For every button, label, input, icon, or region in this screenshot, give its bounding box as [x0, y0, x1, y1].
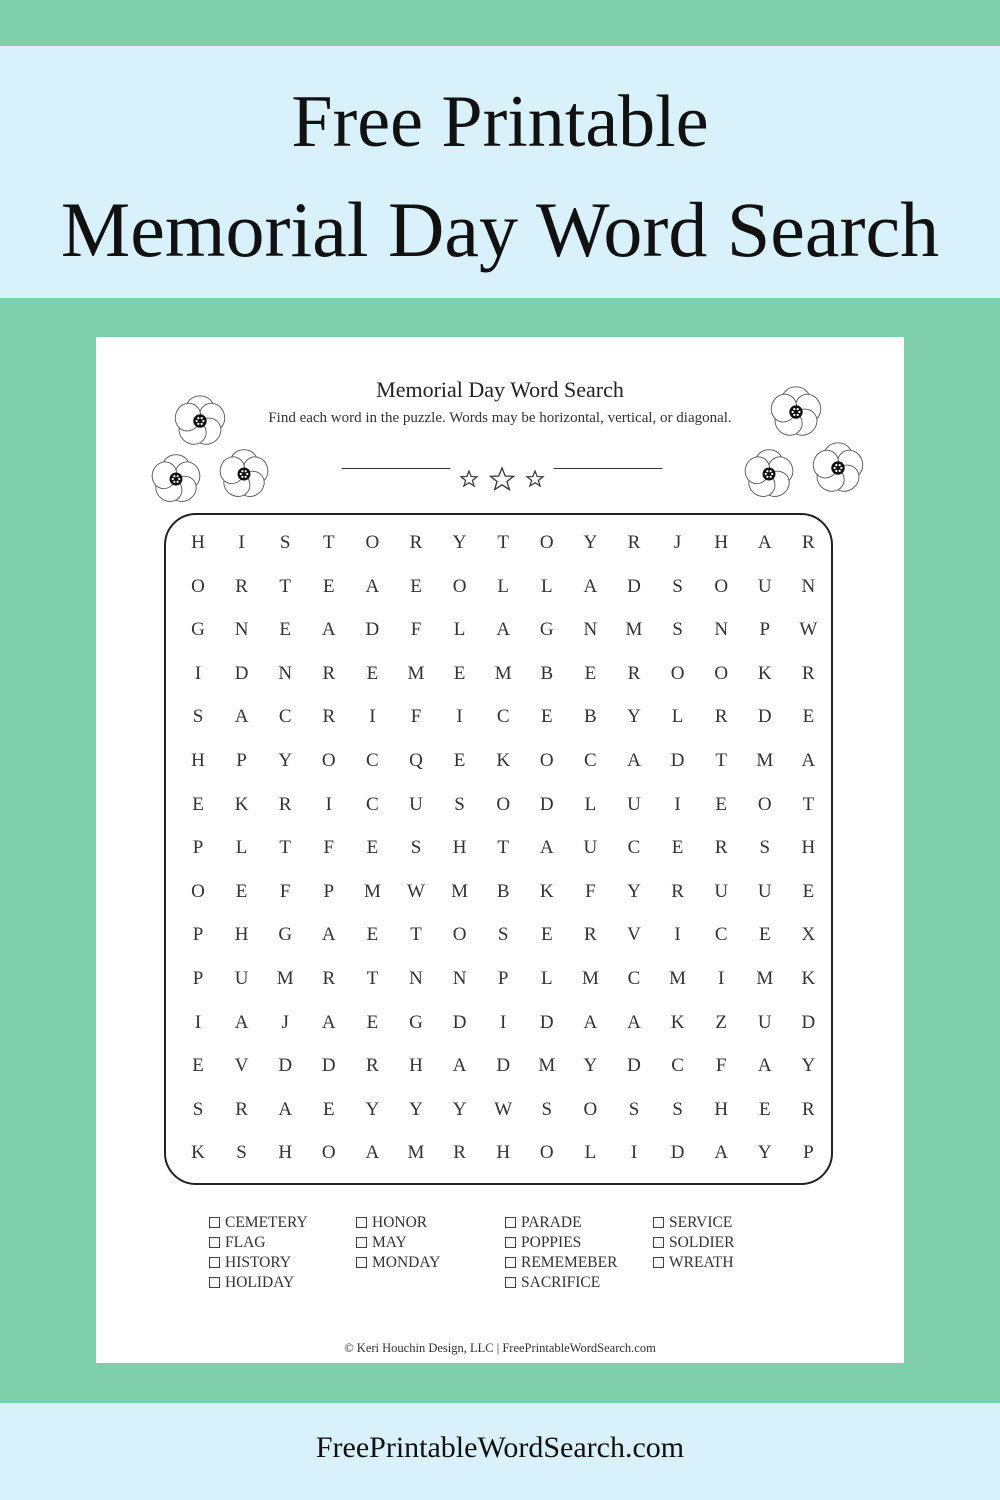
grid-letter: Y	[801, 1055, 816, 1077]
grid-letter: Y	[365, 1098, 380, 1120]
grid-letter: R	[627, 662, 641, 684]
word-list-item	[209, 1213, 308, 1233]
grid-letter: D	[670, 750, 685, 771]
grid-letter: N	[801, 575, 816, 597]
grid-letter: P	[497, 968, 509, 989]
grid-letter: P	[759, 619, 771, 641]
grid-letter: I	[718, 968, 725, 989]
grid-letter: S	[759, 837, 771, 859]
grid-letter: D	[539, 1011, 554, 1033]
grid-letter: Z	[715, 1011, 727, 1033]
star-icon	[491, 468, 514, 490]
grid-letter: D	[757, 706, 772, 728]
word-list-item	[209, 1233, 308, 1253]
grid-letter: D	[627, 575, 641, 597]
word-list-item	[356, 1253, 440, 1273]
grid-letter: O	[714, 662, 729, 684]
checkbox-icon[interactable]	[505, 1277, 516, 1288]
grid-letter: V	[234, 1055, 249, 1077]
grid-letter: E	[584, 662, 597, 684]
banner-title-line2: Memorial Day Word Search	[60, 186, 940, 273]
grid-letter: H	[496, 1142, 511, 1164]
checkbox-icon[interactable]	[505, 1237, 516, 1248]
word-label: POPPIES	[521, 1234, 582, 1251]
grid-letter: L	[540, 968, 553, 989]
grid-letter: R	[453, 1142, 466, 1164]
checkbox-icon[interactable]	[356, 1237, 367, 1248]
grid-letter: G	[278, 924, 293, 946]
grid-letter: S	[236, 1142, 247, 1164]
grid-letter: M	[581, 968, 599, 989]
grid-letter: A	[321, 619, 336, 641]
grid-letter: R	[322, 662, 336, 684]
grid-letter: G	[539, 619, 554, 641]
grid-letter: Y	[757, 1142, 772, 1164]
grid-letter: Y	[452, 532, 467, 553]
grid-letter: M	[276, 968, 294, 989]
grid-letter: O	[670, 662, 685, 684]
site-url: FreePrintableWordSearch.com	[315, 1431, 685, 1464]
grid-letter: O	[714, 575, 729, 597]
grid-letter: R	[235, 575, 248, 597]
word-list-item	[505, 1253, 617, 1273]
grid-letter: M	[407, 1142, 425, 1164]
grid-letter: F	[279, 880, 291, 902]
grid-letter: M	[363, 880, 381, 902]
grid-letter: A	[714, 1142, 729, 1164]
grid-letter: E	[540, 706, 553, 728]
grid-letter: M	[756, 968, 774, 989]
grid-letter: L	[584, 1142, 597, 1164]
poppy-icon	[213, 443, 275, 505]
grid-letter: H	[191, 532, 205, 553]
grid-letter: B	[540, 662, 554, 684]
grid-letter: U	[234, 968, 249, 989]
grid-letter: E	[366, 1011, 379, 1033]
word-list-item	[209, 1273, 308, 1293]
grid-letter: U	[583, 837, 598, 859]
word-list-column	[209, 1213, 308, 1293]
grid-letter: A	[365, 575, 380, 597]
word-list-item	[653, 1213, 734, 1233]
grid-letter: K	[191, 1142, 205, 1164]
grid-letter: M	[538, 1055, 556, 1077]
grid-letter: G	[409, 1011, 423, 1033]
grid-letter: S	[628, 1098, 640, 1120]
grid-letter: R	[366, 1055, 379, 1077]
grid-letter: T	[322, 532, 335, 553]
grid-letter: H	[191, 750, 205, 771]
grid-letter: O	[365, 532, 380, 553]
grid-letter: E	[453, 750, 466, 771]
grid-letter: D	[670, 1142, 685, 1164]
grid-letter: H	[714, 1098, 729, 1120]
grid-letter: L	[540, 575, 553, 597]
word-search-grid	[164, 513, 833, 1185]
grid-letter: F	[715, 1055, 727, 1077]
grid-letter: Y	[627, 880, 641, 902]
grid-letter: D	[801, 1011, 816, 1033]
worksheet-title: Memorial Day Word Search	[376, 377, 624, 402]
word-label: SERVICE	[669, 1214, 733, 1231]
grid-letter: P	[192, 837, 204, 859]
grid-letter: E	[758, 1098, 771, 1120]
grid-letter: P	[323, 880, 335, 902]
grid-letter: A	[583, 1011, 598, 1033]
checkbox-icon[interactable]	[356, 1257, 367, 1268]
grid-letter: P	[236, 750, 247, 771]
grid-letter: L	[235, 837, 248, 859]
grid-letter: M	[407, 662, 425, 684]
grid-letter: C	[714, 924, 728, 946]
grid-letter: A	[627, 750, 641, 771]
grid-letter: B	[584, 706, 597, 728]
grid-letter: E	[322, 1098, 335, 1120]
grid-letter: W	[799, 619, 818, 641]
grid-letter: R	[802, 532, 815, 553]
grid-letter: T	[410, 924, 422, 946]
grid-letter: H	[409, 1055, 423, 1077]
grid-letter: E	[802, 706, 815, 728]
grid-letter: A	[452, 1055, 467, 1077]
grid-letter: U	[627, 793, 641, 815]
grid-letter: L	[497, 575, 509, 597]
checkbox-icon[interactable]	[356, 1217, 367, 1228]
divider-left	[342, 468, 450, 469]
grid-letter: A	[757, 532, 772, 553]
banner-title-line1: Free Printable	[291, 81, 709, 163]
grid-letter: F	[410, 706, 422, 728]
word-label: HISTORY	[225, 1254, 292, 1271]
grid-letter: W	[407, 880, 425, 902]
grid-letter: Y	[627, 706, 641, 728]
grid-letter: P	[803, 1142, 814, 1164]
grid-letter: D	[496, 1055, 511, 1077]
grid-letter: Y	[409, 1098, 423, 1120]
grid-letter: E	[540, 924, 553, 946]
grid-letter: E	[279, 619, 291, 641]
star-icon	[461, 471, 477, 486]
grid-letter: W	[494, 1098, 513, 1120]
poppy-icon	[738, 443, 800, 505]
checkbox-icon[interactable]	[653, 1257, 664, 1268]
grid-letter: X	[801, 924, 816, 946]
grid-letter: C	[627, 968, 641, 989]
poppy-icon	[806, 436, 870, 500]
checkbox-icon[interactable]	[505, 1217, 516, 1228]
grid-letter: E	[410, 575, 422, 597]
stars-ornament	[456, 467, 548, 493]
grid-letter: O	[191, 575, 205, 597]
star-icon	[527, 471, 543, 486]
worksheet-instructions: Find each word in the puzzle. Words may be horizontal, vertical, or diagonal.	[268, 410, 732, 426]
grid-letter: B	[496, 880, 510, 902]
grid-letter: H	[278, 1142, 293, 1164]
grid-letter: R	[627, 532, 641, 553]
grid-letter: R	[322, 706, 336, 728]
grid-letter: N	[583, 619, 598, 641]
grid-letter: E	[192, 1055, 204, 1077]
grid-letter: S	[454, 793, 465, 815]
grid-letter: U	[757, 575, 772, 597]
grid-letter: A	[627, 1011, 641, 1033]
grid-letter: U	[757, 1011, 772, 1033]
grid-letter: T	[802, 793, 815, 815]
grid-letter: R	[802, 1098, 815, 1120]
checkbox-icon[interactable]	[209, 1257, 220, 1268]
grid-letter: L	[584, 793, 597, 815]
grid-letter: R	[714, 706, 728, 728]
grid-letter: A	[583, 575, 598, 597]
word-label: MAY	[372, 1234, 407, 1251]
word-list	[209, 1213, 809, 1303]
grid-letter: C	[366, 793, 379, 815]
word-list-item	[653, 1233, 734, 1253]
grid-letter: D	[278, 1055, 293, 1077]
word-list-item	[505, 1213, 617, 1233]
word-list-item	[356, 1213, 440, 1233]
grid-letter: E	[366, 924, 379, 946]
grid-letter: K	[539, 880, 554, 902]
word-list-item	[505, 1273, 617, 1293]
word-label: HOLIDAY	[225, 1274, 295, 1291]
grid-letter: F	[323, 837, 335, 859]
word-label: HONOR	[372, 1214, 428, 1231]
checkbox-icon[interactable]	[209, 1217, 220, 1228]
grid-letter: O	[321, 750, 336, 771]
grid-letter: A	[278, 1098, 293, 1120]
grid-letter: R	[584, 924, 597, 946]
grid-letter: T	[279, 575, 291, 597]
grid-letter: E	[366, 662, 379, 684]
worksheet	[96, 337, 904, 1363]
grid-letter: P	[192, 924, 204, 946]
poppy-icon	[764, 380, 828, 444]
grid-letter: O	[757, 793, 772, 815]
grid-letter: E	[322, 575, 335, 597]
grid-letter: Q	[409, 750, 423, 771]
word-label: FLAG	[225, 1234, 266, 1251]
copyright-notice: © Keri Houchin Design, LLC | FreePrintableWordSearch.com	[344, 1341, 656, 1355]
grid-letter: I	[194, 662, 202, 684]
grid-letter: M	[756, 750, 774, 771]
grid-letter: D	[321, 1055, 336, 1077]
grid-letter: E	[671, 837, 684, 859]
grid-letter: C	[584, 750, 597, 771]
grid-letter: S	[672, 1098, 683, 1120]
word-list-item	[356, 1233, 440, 1253]
grid-letter: P	[192, 968, 204, 989]
checkbox-icon[interactable]	[209, 1277, 220, 1288]
grid-letter: A	[539, 837, 554, 859]
grid-letter: I	[674, 924, 681, 946]
grid-letter: A	[234, 706, 249, 728]
grid-letter: J	[673, 532, 682, 553]
grid-letter: L	[671, 706, 684, 728]
grid-letter: U	[757, 880, 772, 902]
grid-letter: K	[234, 793, 249, 815]
grid-letter: O	[539, 532, 554, 553]
grid-letter: I	[369, 706, 376, 728]
grid-letter: I	[456, 706, 463, 728]
grid-letter: K	[757, 662, 772, 684]
grid-letter: N	[452, 968, 467, 989]
grid-letter: O	[452, 924, 467, 946]
grid-letter: L	[453, 619, 466, 641]
grid-letter: R	[322, 968, 336, 989]
grid-letter: F	[585, 880, 596, 902]
grid-letter: O	[496, 793, 511, 815]
grid-letter: T	[497, 532, 509, 553]
grid-letter: E	[192, 793, 204, 815]
grid-letter: T	[715, 750, 727, 771]
grid-letter: R	[714, 837, 728, 859]
grid-letter: R	[802, 662, 815, 684]
grid-letter: S	[541, 1098, 553, 1120]
grid-letter: A	[321, 924, 336, 946]
grid-letter: I	[194, 1011, 202, 1033]
word-list-item	[653, 1253, 734, 1273]
word-label: MONDAY	[372, 1254, 441, 1271]
grid-letter: Y	[583, 532, 598, 553]
grid-letter: Y	[278, 750, 293, 771]
grid-letter: N	[278, 662, 293, 684]
grid-letter: A	[496, 619, 511, 641]
grid-letter: A	[234, 1011, 249, 1033]
grid-letter: C	[278, 706, 292, 728]
grid-letter: K	[801, 968, 816, 989]
grid-letter: I	[500, 1011, 507, 1033]
grid-letter: I	[674, 793, 681, 815]
grid-letter: O	[539, 1142, 554, 1164]
grid-letter: C	[496, 706, 510, 728]
grid-letter: M	[494, 662, 512, 684]
grid-letter: T	[366, 968, 379, 989]
grid-letter: M	[625, 619, 643, 641]
grid-letter: R	[278, 793, 292, 815]
grid-letter: E	[235, 880, 248, 902]
grid-letter: O	[191, 880, 205, 902]
word-list-item	[505, 1233, 617, 1253]
grid-letter: E	[453, 662, 466, 684]
grid-letter: S	[192, 706, 204, 728]
grid-letter: S	[192, 1098, 204, 1120]
bottom-banner	[0, 1403, 1000, 1500]
grid-letter: M	[451, 880, 469, 902]
grid-letter: D	[539, 793, 554, 815]
word-label: PARADE	[521, 1214, 582, 1231]
word-label: SOLDIER	[669, 1234, 735, 1251]
checkbox-icon[interactable]	[653, 1237, 664, 1248]
grid-letter: A	[321, 1011, 336, 1033]
grid-letter: N	[234, 619, 249, 641]
grid-letter: E	[715, 793, 727, 815]
word-label: WREATH	[669, 1254, 734, 1271]
checkbox-icon[interactable]	[505, 1257, 516, 1268]
grid-letter: S	[497, 924, 509, 946]
word-list-column	[653, 1213, 734, 1273]
grid-letter: R	[671, 880, 684, 902]
checkbox-icon[interactable]	[209, 1237, 220, 1248]
grid-letter: S	[672, 575, 683, 597]
word-list-column	[356, 1213, 440, 1273]
grid-letter: K	[670, 1011, 685, 1033]
word-label: REMEMEBER	[521, 1254, 618, 1271]
grid-letter: D	[452, 1011, 467, 1033]
grid-letter: U	[409, 793, 423, 815]
grid-letter: C	[366, 750, 379, 771]
grid-letter: O	[539, 750, 554, 771]
checkbox-icon[interactable]	[653, 1217, 664, 1228]
grid-letter: R	[235, 1098, 248, 1120]
grid-letter: I	[238, 532, 245, 553]
top-banner	[0, 46, 1000, 298]
grid-letter: E	[758, 924, 771, 946]
grid-letter: I	[325, 793, 332, 815]
grid-letter: O	[321, 1142, 336, 1164]
grid-letter: I	[630, 1142, 638, 1164]
word-label: SACRIFICE	[521, 1274, 601, 1291]
grid-letter: G	[191, 619, 205, 641]
grid-letter: E	[802, 880, 815, 902]
grid-letter: K	[496, 750, 511, 771]
poppy-icon	[145, 448, 207, 510]
grid-letter: Y	[452, 1098, 467, 1120]
grid-letter: H	[801, 837, 816, 859]
grid-letter: N	[714, 619, 729, 641]
grid-letter: M	[669, 968, 687, 989]
grid-letter: E	[366, 837, 379, 859]
grid-letter: D	[627, 1055, 641, 1077]
grid-letter: S	[410, 837, 422, 859]
grid-letter: A	[801, 750, 816, 771]
grid-letter: T	[497, 837, 509, 859]
grid-letter: N	[409, 968, 423, 989]
word-label: CEMETERY	[225, 1214, 308, 1231]
grid-letter: A	[757, 1055, 772, 1077]
grid-letter: H	[714, 532, 729, 553]
grid-letter: H	[452, 837, 467, 859]
grid-letter: S	[279, 532, 291, 553]
grid-letter: U	[714, 880, 729, 902]
grid-letter: S	[672, 619, 683, 641]
word-list-column	[505, 1213, 617, 1293]
grid-letter: T	[279, 837, 291, 859]
word-list-item	[209, 1253, 308, 1273]
grid-letter: D	[365, 619, 380, 641]
grid-letter: H	[234, 924, 249, 946]
grid-letter: C	[671, 1055, 684, 1077]
grid-letter: F	[410, 619, 422, 641]
grid-letter: Y	[583, 1055, 598, 1077]
grid-letter: R	[409, 532, 423, 553]
grid-letter: O	[583, 1098, 598, 1120]
grid-letter: D	[234, 662, 249, 684]
grid-letter: C	[627, 837, 641, 859]
grid-letter: V	[627, 924, 641, 946]
grid-letter: J	[281, 1011, 289, 1033]
divider-right	[554, 468, 662, 469]
grid-letter: A	[365, 1142, 380, 1164]
grid-letter: O	[452, 575, 467, 597]
